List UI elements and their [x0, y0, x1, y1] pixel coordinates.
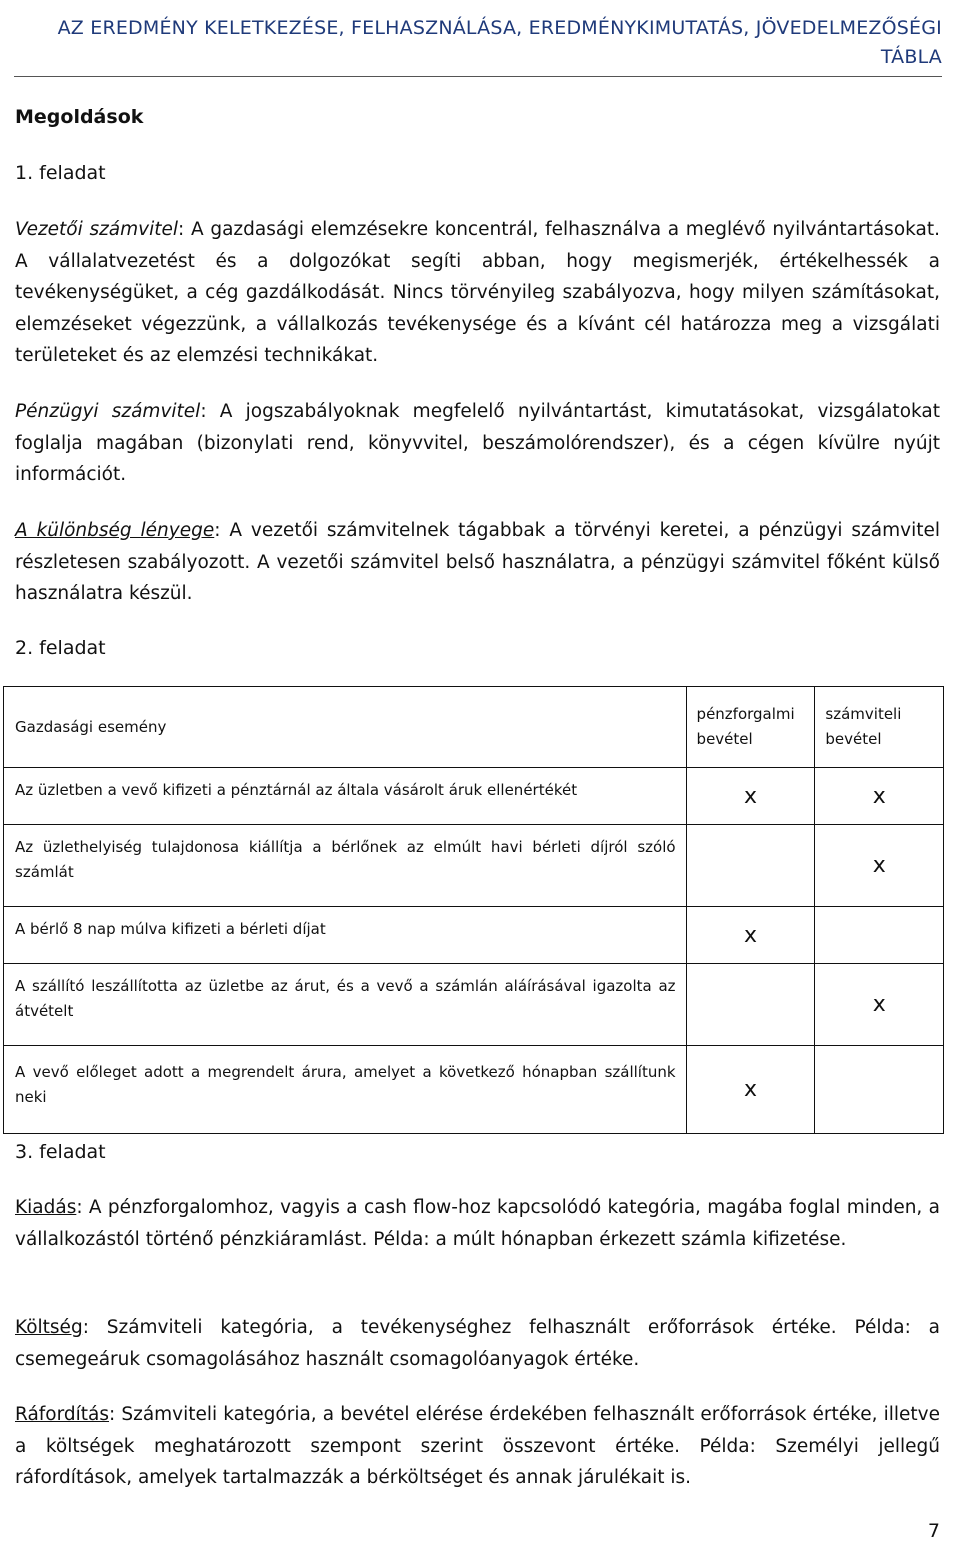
expenditure-text: : Számviteli kategória, a bevétel elérése érdekében felhasznált erőforrások értéke, illetve a költségek meghatározott szempont szerint összevont értéke. Példa: Személyi jellegű ráfordítások, amelyek tartalmazzák a bérköltséget és annak járulékait is.	[15, 1404, 940, 1488]
task2-heading: 2. feladat	[15, 637, 106, 659]
term-expenditure: Ráfordítás	[15, 1404, 110, 1425]
task3-item-expenditure	[15, 1399, 940, 1494]
event-cell: A vevő előleget adott a megrendelt árura, amelyet a következő hónapban szállítunk neki	[4, 1046, 687, 1134]
page-number: 7	[927, 1520, 940, 1542]
table-row	[4, 964, 944, 1046]
task3-heading: 3. feladat	[15, 1141, 106, 1163]
cash-mark: x	[686, 907, 815, 964]
cash-mark: x	[686, 1046, 815, 1134]
accounting-mark: x	[815, 825, 944, 907]
event-cell: Az üzletben a vevő kifizeti a pénztárnál az általa vásárolt áruk ellenértékét	[4, 768, 687, 825]
accounting-mark: x	[815, 768, 944, 825]
task1-paragraph-difference	[15, 515, 940, 610]
term-managerial-accounting: Vezetői számvitel	[15, 219, 179, 240]
header-event: Gazdasági esemény	[4, 687, 687, 768]
event-cell: A szállító leszállította az üzletbe az árut, és a vevő a számlán aláírásával igazolta az átvételt	[4, 964, 687, 1046]
accounting-mark	[815, 1046, 944, 1134]
solutions-title: Megoldások	[15, 106, 144, 128]
task1-paragraph-managerial	[15, 214, 940, 372]
header-title: AZ EREDMÉNY KELETKEZÉSE, FELHASZNÁLÁSA, EREDMÉNYKIMUTATÁS, JÖVEDELMEZŐSÉGI TÁBLA	[57, 17, 942, 68]
header-accounting-revenue: számviteli bevétel	[815, 687, 944, 768]
difference-text: : A vezetői számvitelnek tágabbak a törvényi keretei, a pénzügyi számvitel részletesen szabályozott. A vezetői számvitel belső használatra, a pénzügyi számvitel főként külső használatra készül.	[15, 520, 940, 604]
economic-events-table	[3, 686, 944, 1134]
header-divider	[14, 76, 942, 77]
cash-mark	[686, 964, 815, 1046]
table-header-row	[4, 687, 944, 768]
task3-item-expense	[15, 1192, 940, 1255]
event-cell: A bérlő 8 nap múlva kifizeti a bérleti díjat	[4, 907, 687, 964]
cash-mark	[686, 825, 815, 907]
table-row	[4, 768, 944, 825]
term-difference: A különbség lényege	[15, 520, 215, 541]
header-cash-revenue: pénzforgalmi bevétel	[686, 687, 815, 768]
table-row	[4, 907, 944, 964]
managerial-accounting-text: : A gazdasági elemzésekre koncentrál, felhasználva a meglévő nyilvántartásokat. A vállalatvezetést és a dolgozókat segíti abban, hogy megismerjék, értékelhessék a tevékenységüket, a cég gazdálkodását. Nincs törvényileg szabályozva, hogy milyen számításokat, elemzéseket végezzünk, a vállalkozás tevékenysége és a kívánt cél határozza meg a vizsgálati területeket és az elemzési technikákat.	[15, 219, 941, 366]
term-expense: Kiadás	[15, 1197, 77, 1218]
term-financial-accounting: Pénzügyi számvitel	[15, 401, 201, 422]
task1-heading: 1. feladat	[15, 162, 106, 184]
term-cost: Költség	[15, 1317, 83, 1338]
accounting-mark: x	[815, 964, 944, 1046]
accounting-mark	[815, 907, 944, 964]
event-cell: Az üzlethelyiség tulajdonosa kiállítja a bérlőnek az elmúlt havi bérleti díjról szóló számlát	[4, 825, 687, 907]
page-header	[14, 14, 942, 72]
table-row	[4, 825, 944, 907]
expense-text: : A pénzforgalomhoz, vagyis a cash flow-hoz kapcsolódó kategória, magába foglal minden, a vállalkozástól történő pénzkiáramlást. Példa: a múlt hónapban érkezett számla kifizetése.	[15, 1197, 940, 1250]
table-row	[4, 1046, 944, 1134]
cash-mark: x	[686, 768, 815, 825]
cost-text: : Számviteli kategória, a tevékenységhez felhasznált erőforrások értéke. Példa: a csemegeáruk csomagolásához használt csomagolóanyagok értéke.	[15, 1317, 940, 1370]
task1-paragraph-financial	[15, 396, 940, 491]
task3-item-cost	[15, 1312, 940, 1375]
financial-accounting-text: : A jogszabályoknak megfelelő nyilvántartást, kimutatásokat, vizsgálatokat foglalja magában (bizonylati rend, könyvvitel, beszámolórendszer), és a cégen kívülre nyújt információt.	[15, 401, 940, 485]
